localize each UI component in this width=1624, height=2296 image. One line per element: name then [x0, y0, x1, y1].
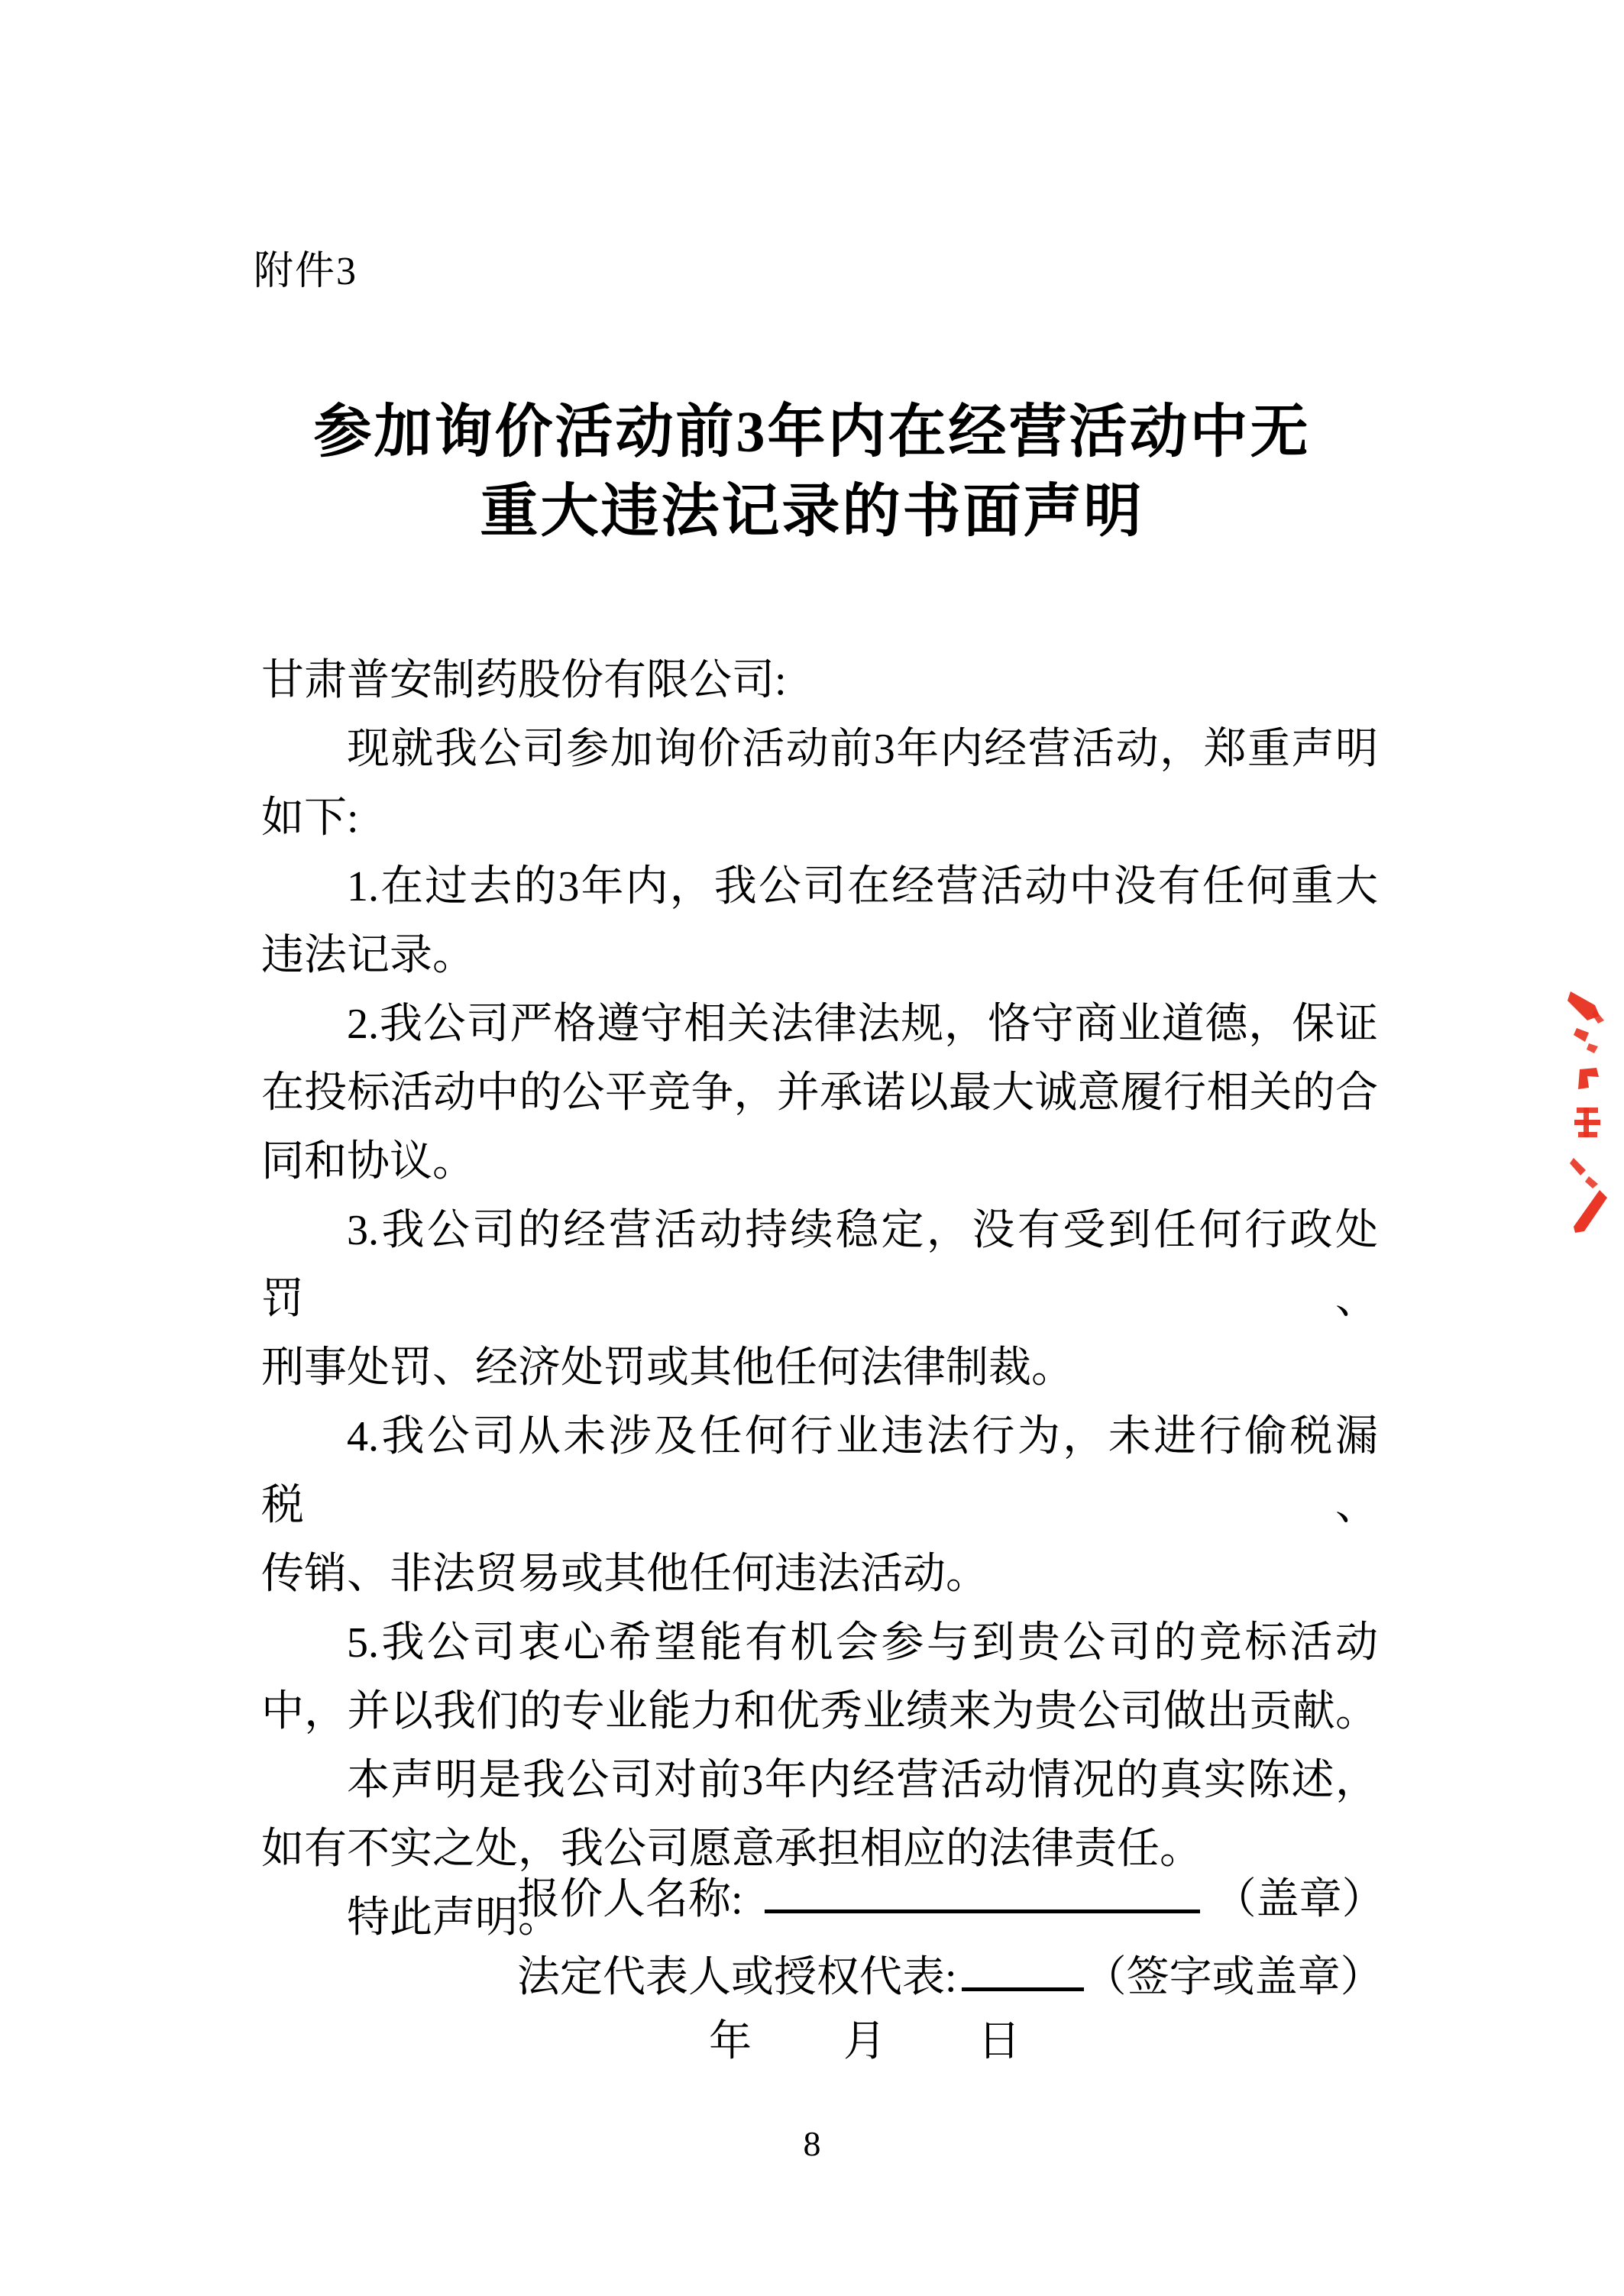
body-line: 甘肃普安制药股份有限公司:: [261, 657, 787, 704]
document-title-line2: 重大违法记录的书面声明: [480, 480, 1144, 544]
body-line: 3.我公司的经营活动持续稳定，没有受到任何行政处罚、: [261, 1207, 1378, 1323]
signature-representative-row: [517, 1948, 1383, 2002]
body-line: 在投标活动中的公平竞争，并承诺以最大诚意履行相关的合: [261, 1069, 1378, 1117]
body-line: 1.在过去的3年内，我公司在经营活动中没有任何重大: [347, 863, 1378, 910]
document-body: [261, 646, 1378, 1952]
representative-blank-line: [962, 1948, 1084, 1991]
date-year-label: 年: [709, 2018, 752, 2065]
attachment-label: 附件3: [254, 250, 358, 293]
body-line: 如下:: [261, 794, 359, 842]
date-day-label: 日: [978, 2018, 1021, 2065]
document-title: [0, 393, 1624, 551]
date-month-label: 月: [843, 2018, 886, 2065]
body-line: 同和协议。: [261, 1138, 475, 1185]
body-line: 特此声明。: [347, 1894, 561, 1942]
body-line: 违法记录。: [261, 932, 475, 979]
red-seal-stamp-fragment: [1564, 987, 1624, 1239]
bidder-seal-note: （盖章）: [1213, 1876, 1385, 1923]
body-line: 如有不实之处，我公司愿意承担相应的法律责任。: [261, 1825, 1202, 1873]
bidder-name-label: 报价人名称:: [517, 1876, 743, 1923]
legal-representative-label: 法定代表人或授权代表:: [517, 1954, 957, 2001]
body-line: 现就我公司参加询价活动前3年内经营活动，郑重声明: [347, 726, 1378, 773]
page-number: 8: [803, 2124, 821, 2163]
body-line: 2.我公司严格遵守相关法律法规，恪守商业道德，保证: [347, 1001, 1378, 1048]
document-title-line1: 参加询价活动前3年内在经营活动中无: [313, 400, 1311, 464]
signature-date-row: [709, 2017, 1021, 2066]
representative-sign-note: （签字或盖章）: [1083, 1954, 1383, 2001]
signature-bidder-row: [517, 1870, 1385, 1924]
body-line: 4.我公司从未涉及任何行业违法行为，未进行偷税漏税、: [261, 1413, 1378, 1529]
body-line: 刑事处罚、经济处罚或其他任何法律制裁。: [261, 1344, 1074, 1392]
body-line: 中，并以我们的专业能力和优秀业绩来为贵公司做出贡献。: [261, 1688, 1378, 1735]
bidder-name-blank-line: [765, 1870, 1200, 1913]
body-line: 本声明是我公司对前3年内经营活动情况的真实陈述，: [347, 1757, 1378, 1804]
body-line: 5.我公司衷心希望能有机会参与到贵公司的竞标活动: [347, 1619, 1378, 1667]
body-line: 传销、非法贸易或其他任何违法活动。: [261, 1551, 988, 1598]
